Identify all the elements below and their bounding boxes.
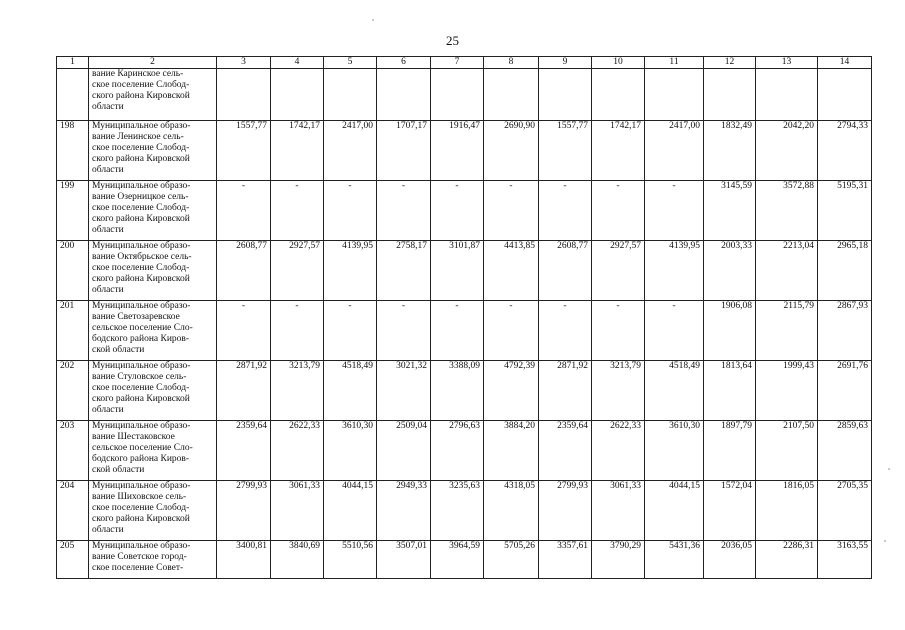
- column-header-14: 14: [818, 57, 872, 69]
- column-header-11: 11: [645, 57, 704, 69]
- value-cell-col-10: [592, 69, 645, 121]
- value-cell-col-13: 1816,05: [756, 481, 818, 541]
- value-cell-col-12: 1897,79: [704, 421, 756, 481]
- column-header-5: 5: [324, 57, 377, 69]
- value-cell-col-14: 2691,76: [818, 361, 872, 421]
- value-cell-col-3: 1557,77: [217, 121, 271, 181]
- value-cell-col-3: -: [217, 181, 271, 241]
- value-cell-col-9: 3357,61: [539, 541, 592, 579]
- value-cell-col-12: [704, 69, 756, 121]
- value-cell-col-5: 3610,30: [324, 421, 377, 481]
- scan-speck: [884, 540, 886, 542]
- value-cell-col-14: 5195,31: [818, 181, 872, 241]
- value-cell-col-5: 4044,15: [324, 481, 377, 541]
- value-cell-col-13: 2213,04: [756, 241, 818, 301]
- value-cell-col-6: 3507,01: [377, 541, 431, 579]
- value-cell-col-14: 3163,55: [818, 541, 872, 579]
- value-cell-col-9: 2608,77: [539, 241, 592, 301]
- value-cell-col-6: 2949,33: [377, 481, 431, 541]
- value-cell-col-8: 3884,20: [484, 421, 539, 481]
- value-cell-col-14: [818, 69, 872, 121]
- value-cell-col-7: 3964,59: [431, 541, 484, 579]
- municipality-name: Муниципальное образо- вание Шиховское сель- ское поселение Слобод- ского района Кировской области: [89, 481, 217, 541]
- table-row: [57, 481, 872, 541]
- value-cell-col-11: 5431,36: [645, 541, 704, 579]
- column-header-1: 1: [57, 57, 89, 69]
- row-index: 205: [57, 541, 89, 579]
- value-cell-col-8: 5705,26: [484, 541, 539, 579]
- value-cell-col-14: 2794,33: [818, 121, 872, 181]
- value-cell-col-5: -: [324, 301, 377, 361]
- value-cell-col-4: 3061,33: [271, 481, 324, 541]
- value-cell-col-11: 3610,30: [645, 421, 704, 481]
- value-cell-col-11: 4518,49: [645, 361, 704, 421]
- value-cell-col-5: -: [324, 181, 377, 241]
- value-cell-col-5: 2417,00: [324, 121, 377, 181]
- row-index: 202: [57, 361, 89, 421]
- column-header-9: 9: [539, 57, 592, 69]
- municipality-name: Муниципальное образо- вание Светозаревское сельское поселение Сло- бодского района Киров- ской области: [89, 301, 217, 361]
- table-row: [57, 121, 872, 181]
- value-cell-col-12: 1832,49: [704, 121, 756, 181]
- value-cell-col-10: -: [592, 301, 645, 361]
- table-row: [57, 69, 872, 121]
- value-cell-col-9: [539, 69, 592, 121]
- value-cell-col-13: 1999,43: [756, 361, 818, 421]
- value-cell-col-13: 2286,31: [756, 541, 818, 579]
- value-cell-col-3: 2871,92: [217, 361, 271, 421]
- value-cell-col-13: 3572,88: [756, 181, 818, 241]
- value-cell-col-11: 2417,00: [645, 121, 704, 181]
- value-cell-col-12: 1906,08: [704, 301, 756, 361]
- page-number: 25: [446, 33, 459, 48]
- value-cell-col-12: 3145,59: [704, 181, 756, 241]
- value-cell-col-11: 4044,15: [645, 481, 704, 541]
- value-cell-col-3: 3400,81: [217, 541, 271, 579]
- value-cell-col-6: 1707,17: [377, 121, 431, 181]
- scan-speck: [888, 468, 890, 470]
- value-cell-col-7: 1916,47: [431, 121, 484, 181]
- value-cell-col-8: 4318,05: [484, 481, 539, 541]
- value-cell-col-8: -: [484, 181, 539, 241]
- value-cell-col-8: -: [484, 301, 539, 361]
- value-cell-col-14: 2867,93: [818, 301, 872, 361]
- value-cell-col-14: 2705,35: [818, 481, 872, 541]
- value-cell-col-9: -: [539, 301, 592, 361]
- municipality-name: вание Каринское сель- ское поселение Слобод- ского района Кировской области: [89, 69, 217, 121]
- column-header-3: 3: [217, 57, 271, 69]
- row-index: 201: [57, 301, 89, 361]
- value-cell-col-5: 5510,56: [324, 541, 377, 579]
- value-cell-col-10: 3790,29: [592, 541, 645, 579]
- value-cell-col-7: 3235,63: [431, 481, 484, 541]
- municipality-name: Муниципальное образо- вание Шестаковское сельское поселение Сло- бодского района Киров- ской области: [89, 421, 217, 481]
- value-cell-col-14: 2965,18: [818, 241, 872, 301]
- value-cell-col-14: 2859,63: [818, 421, 872, 481]
- table-body: [57, 69, 872, 579]
- value-cell-col-7: [431, 69, 484, 121]
- value-cell-col-6: -: [377, 181, 431, 241]
- value-cell-col-3: 2359,64: [217, 421, 271, 481]
- value-cell-col-4: 3840,69: [271, 541, 324, 579]
- row-index: 203: [57, 421, 89, 481]
- column-header-8: 8: [484, 57, 539, 69]
- value-cell-col-9: 2799,93: [539, 481, 592, 541]
- value-cell-col-3: 2799,93: [217, 481, 271, 541]
- value-cell-col-13: 2115,79: [756, 301, 818, 361]
- column-header-2: 2: [89, 57, 217, 69]
- value-cell-col-10: 2622,33: [592, 421, 645, 481]
- value-cell-col-12: 1813,64: [704, 361, 756, 421]
- value-cell-col-4: 2622,33: [271, 421, 324, 481]
- value-cell-col-7: -: [431, 181, 484, 241]
- row-index: 199: [57, 181, 89, 241]
- table-header: [57, 57, 872, 69]
- value-cell-col-9: -: [539, 181, 592, 241]
- value-cell-col-3: -: [217, 301, 271, 361]
- value-cell-col-7: 3101,87: [431, 241, 484, 301]
- column-header-10: 10: [592, 57, 645, 69]
- value-cell-col-6: [377, 69, 431, 121]
- value-cell-col-12: 2003,33: [704, 241, 756, 301]
- column-header-6: 6: [377, 57, 431, 69]
- value-cell-col-7: 3388,09: [431, 361, 484, 421]
- value-cell-col-4: 1742,17: [271, 121, 324, 181]
- value-cell-col-10: 2927,57: [592, 241, 645, 301]
- value-cell-col-8: 2690,90: [484, 121, 539, 181]
- value-cell-col-12: 1572,04: [704, 481, 756, 541]
- value-cell-col-10: 3061,33: [592, 481, 645, 541]
- value-cell-col-3: 2608,77: [217, 241, 271, 301]
- table-row: [57, 421, 872, 481]
- value-cell-col-11: -: [645, 181, 704, 241]
- value-cell-col-6: 3021,32: [377, 361, 431, 421]
- municipality-name: Муниципальное образо- вание Советское город- ское поселение Совет-: [89, 541, 217, 579]
- value-cell-col-10: 1742,17: [592, 121, 645, 181]
- value-cell-col-9: 2359,64: [539, 421, 592, 481]
- value-cell-col-5: 4139,95: [324, 241, 377, 301]
- table-row: [57, 241, 872, 301]
- value-cell-col-5: 4518,49: [324, 361, 377, 421]
- value-cell-col-11: [645, 69, 704, 121]
- value-cell-col-8: 4413,85: [484, 241, 539, 301]
- value-cell-col-13: 2107,50: [756, 421, 818, 481]
- value-cell-col-10: -: [592, 181, 645, 241]
- value-cell-col-13: [756, 69, 818, 121]
- value-cell-col-7: 2796,63: [431, 421, 484, 481]
- value-cell-col-8: 4792,39: [484, 361, 539, 421]
- row-index: 204: [57, 481, 89, 541]
- column-header-12: 12: [704, 57, 756, 69]
- value-cell-col-11: 4139,95: [645, 241, 704, 301]
- row-index: 200: [57, 241, 89, 301]
- value-cell-col-4: -: [271, 181, 324, 241]
- row-index: 198: [57, 121, 89, 181]
- value-cell-col-9: 1557,77: [539, 121, 592, 181]
- value-cell-col-3: [217, 69, 271, 121]
- value-cell-col-7: -: [431, 301, 484, 361]
- value-cell-col-4: 3213,79: [271, 361, 324, 421]
- municipality-name: Муниципальное образо- вание Стуловское сель- ское поселение Слобод- ского района Кировской области: [89, 361, 217, 421]
- value-cell-col-8: [484, 69, 539, 121]
- value-cell-col-6: 2509,04: [377, 421, 431, 481]
- value-cell-col-11: -: [645, 301, 704, 361]
- municipality-name: Муниципальное образо- вание Ленинское сель- ское поселение Слобод- ского района Кировской области: [89, 121, 217, 181]
- table-row: [57, 181, 872, 241]
- value-cell-col-6: -: [377, 301, 431, 361]
- table-row: [57, 541, 872, 579]
- table-row: [57, 301, 872, 361]
- row-index: [57, 69, 89, 121]
- table-row: [57, 361, 872, 421]
- value-cell-col-4: 2927,57: [271, 241, 324, 301]
- value-cell-col-10: 3213,79: [592, 361, 645, 421]
- value-cell-col-4: -: [271, 301, 324, 361]
- value-cell-col-9: 2871,92: [539, 361, 592, 421]
- value-cell-col-4: [271, 69, 324, 121]
- value-cell-col-12: 2036,05: [704, 541, 756, 579]
- header-row: [57, 57, 872, 69]
- column-header-13: 13: [756, 57, 818, 69]
- column-header-7: 7: [431, 57, 484, 69]
- value-cell-col-5: [324, 69, 377, 121]
- column-header-4: 4: [271, 57, 324, 69]
- municipality-name: Муниципальное образо- вание Октябрьское сель- ское поселение Слобод- ского района Кировской области: [89, 241, 217, 301]
- municipality-name: Муниципальное образо- вание Озерницкое сель- ское поселение Слобод- ского района Кировской области: [89, 181, 217, 241]
- value-cell-col-6: 2758,17: [377, 241, 431, 301]
- scan-speck: [372, 19, 374, 21]
- data-table: [56, 56, 872, 579]
- value-cell-col-13: 2042,20: [756, 121, 818, 181]
